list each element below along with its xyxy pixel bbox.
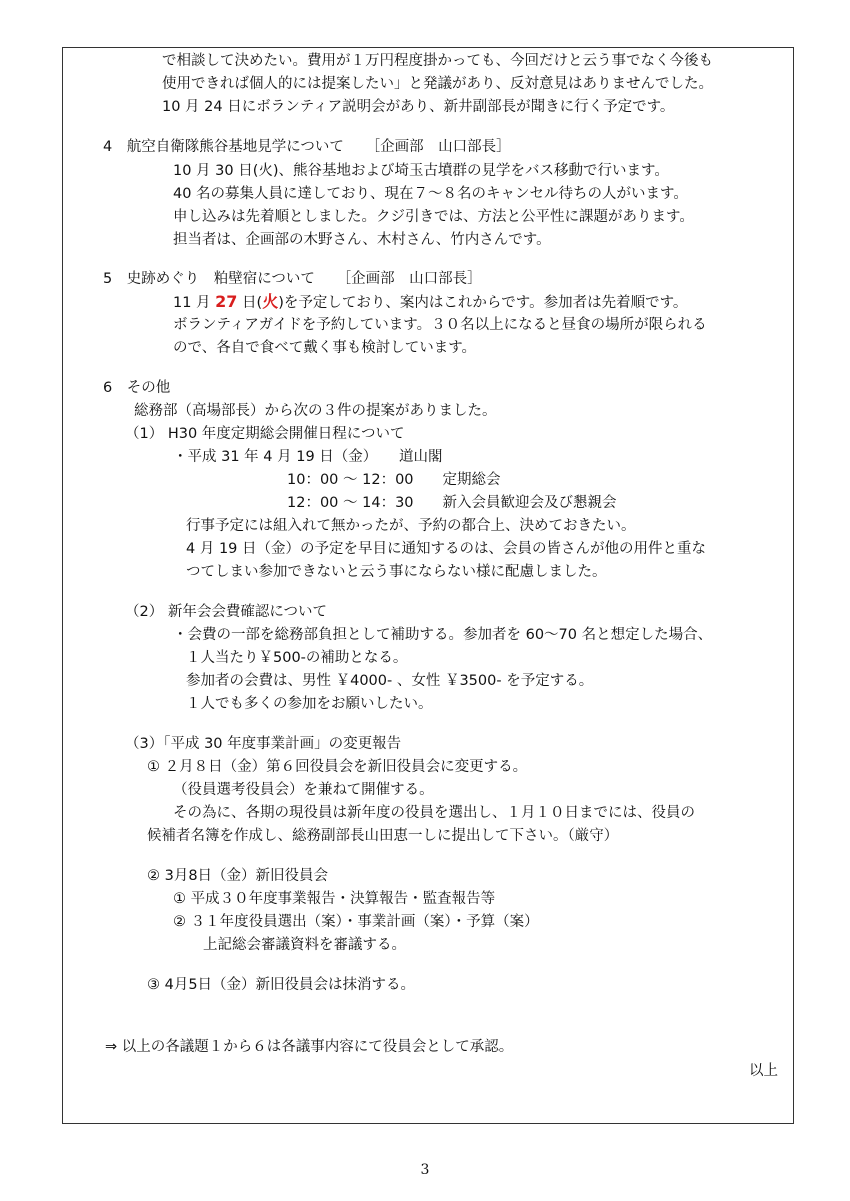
- text-line: 候補者名簿を作成し、総務副部長山田恵一しに提出して下さい。（厳守）: [147, 828, 619, 844]
- text-line: ② ３１年度役員選出（案）・事業計画（案）・予算（案）: [173, 914, 539, 930]
- text-line: １人でも多くの参加をお願いしたい。: [186, 696, 433, 712]
- text-line: ので、各自で食べて戴く事も検討しています。: [173, 340, 477, 356]
- subsection-heading: （1） H30 年度定期総会開催日程について: [125, 426, 405, 442]
- text-line: 40 名の募集人員に達しており、現在７～８名のキャンセル待ちの人がいます。: [173, 186, 688, 202]
- text-fragment: 日(: [237, 295, 263, 311]
- text-line: 4 月 19 日（金）の予定を早目に通知するのは、会員の皆さんが他の用件と重な: [186, 541, 707, 557]
- text-line: ボランティアガイドを予約しています。３０名以上になると昼食の場所が限られる: [173, 317, 707, 333]
- text-line: ① ２月８日（金）第６回役員会を新旧役員会に変更する。: [147, 759, 528, 775]
- text-line: [173, 291, 687, 314]
- text-line: その為に、各期の現役員は新年度の役員を選出し、１月１０日までには、役員の: [173, 805, 695, 821]
- text-line: （役員選考役員会）を兼ねて開催する。: [173, 782, 434, 798]
- text-line: 上記総会審議資料を審議する。: [203, 937, 406, 953]
- text-line: １人当たり￥500-の補助となる。: [186, 650, 408, 666]
- text-line: つてしまい参加できないと云う事にならない様に配慮しました。: [186, 564, 607, 580]
- text-line: 申し込みは先着順としました。クジ引きでは、方法と公平性に課題があります。: [173, 209, 694, 225]
- text-line: ・会費の一部を総務部負担として補助する。参加者を 60～70 名と想定した場合、: [173, 627, 713, 643]
- text-line: 10 月 24 日にボランティア説明会があり、新井副部長が聞きに行く予定です。: [162, 99, 675, 115]
- text-line: で相談して決めたい。費用が１万円程度掛かっても、今回だけと云う事でなく今後も: [162, 53, 713, 69]
- text-line: 総務部（高場部長）から次の３件の提案がありました。: [134, 403, 497, 419]
- section-heading: 6 その他: [103, 380, 171, 396]
- subsection-heading: （3）「平成 30 年度事業計画」の変更報告: [125, 736, 402, 752]
- text-line: 行事予定には組入れて無かったが、予約の都合上、決めておきたい。: [186, 518, 636, 534]
- highlighted-weekday: 火: [262, 292, 279, 311]
- text-line: 参加者の会費は、男性 ￥4000- 、女性 ￥3500- を予定する。: [186, 673, 594, 689]
- date-month: 11 月: [173, 295, 216, 311]
- page-number: 3: [420, 1162, 430, 1178]
- text-line: ② 3月8日（金）新旧役員会: [147, 868, 329, 884]
- text-line: ・平成 31 年 4 月 19 日（金） 道山閣: [173, 449, 443, 465]
- text-fragment: )を予定しており、案内はこれからです。参加者は先着順です。: [278, 295, 688, 311]
- text-line: 10 月 30 日(火)、熊谷基地および埼玉古墳群の見学をバス移動で行います。: [173, 163, 669, 179]
- text-line: ③ 4月5日（金）新旧役員会は抹消する。: [147, 977, 416, 993]
- highlighted-day: 27: [215, 292, 238, 311]
- text-line: 担当者は、企画部の木野さん、木村さん、竹内さんです。: [173, 232, 551, 248]
- closing-mark: 以上: [749, 1063, 778, 1079]
- text-line: 10：00 ～ 12：00 定期総会: [287, 472, 501, 488]
- text-line: 使用できれば個人的には提案したい」と発議があり、反対意見はありませんでした。: [162, 76, 713, 92]
- section-heading: 5 史跡めぐり 粕壁宿について ［企画部 山口部長］: [103, 271, 482, 287]
- text-line: 12：00 ～ 14：30 新入会員歓迎会及び懇親会: [287, 495, 617, 511]
- text-line: ① 平成３０年度事業報告・決算報告・監査報告等: [173, 891, 496, 907]
- conclusion-line: ⇒ 以上の各議題１から６は各議事内容にて役員会として承認。: [105, 1039, 514, 1055]
- subsection-heading: （2） 新年会会費確認について: [125, 604, 328, 620]
- section-heading: 4 航空自衛隊熊谷基地見学について ［企画部 山口部長］: [103, 139, 511, 155]
